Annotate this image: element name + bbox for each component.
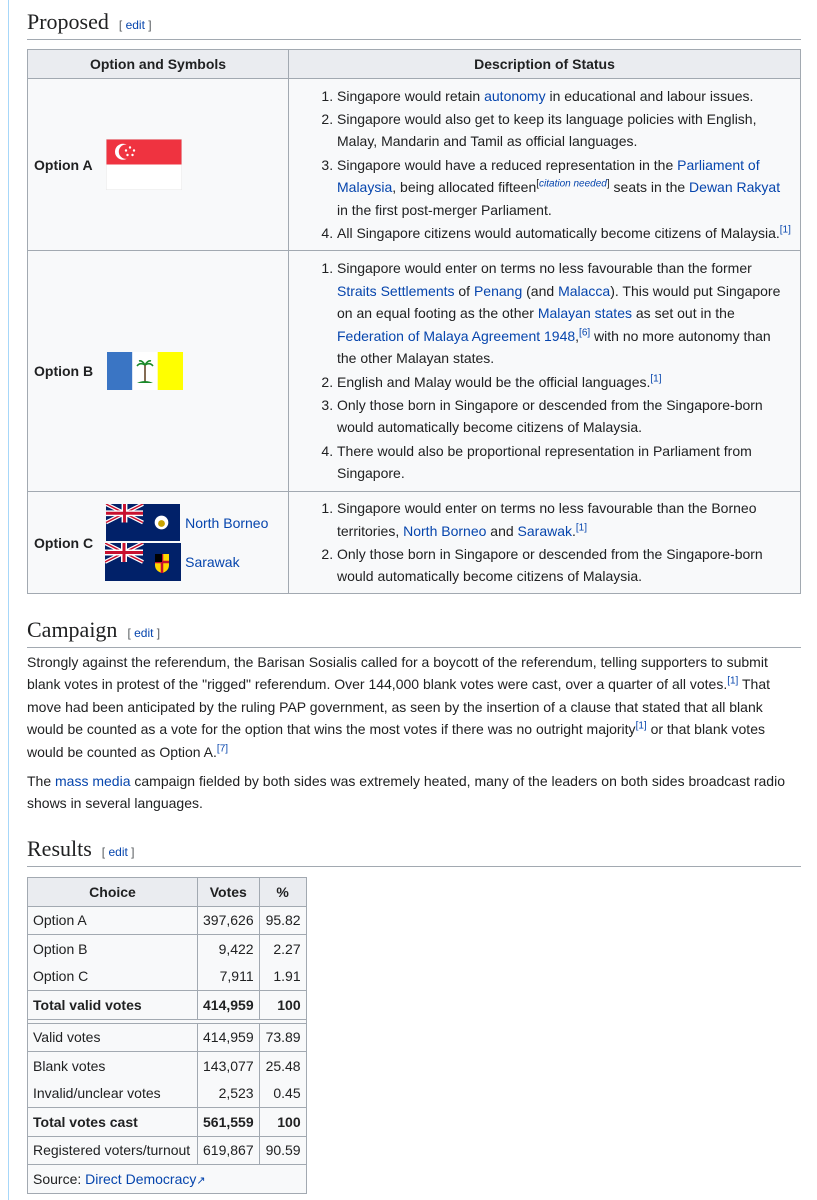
penang-flag-icon	[107, 352, 183, 390]
choice-cell: Registered voters/turnout	[28, 1136, 198, 1165]
percent-cell: 0.45	[259, 1080, 306, 1108]
north-borneo-link[interactable]: North Borneo	[403, 522, 487, 539]
reference-1[interactable]: [1]	[650, 372, 662, 384]
campaign-paragraph-1: Strongly against the referendum, the Barisan Sosialis called for a boycott of the referendum, telling supporters to submit blank votes in protest of the "rigged" referendum. Over 144,000 blank votes were cast, over a quarter of all votes.[1] That move had been anticipated by the ruling PAP government, as seen by the insertion of a clause that stated that all blank would be counted as a vote for the option that wins the most votes if there was no outright majority[1] or that blank votes would be counted as Option A.[7]	[27, 654, 770, 760]
registered-voters-row	[28, 1136, 307, 1165]
total-cast-row	[28, 1108, 307, 1137]
proposed-heading	[27, 8, 801, 40]
list-item: 4. There would also be proportional representation in Parliament from Singapore.	[337, 440, 794, 485]
proposed-edit-section: [ edit ]	[118, 18, 152, 32]
percent-cell: 95.82	[259, 906, 306, 935]
votes-cell: 414,959	[198, 1023, 260, 1052]
option-a-description	[289, 79, 801, 251]
votes-cell: 619,867	[198, 1136, 260, 1165]
choice-cell: Total votes cast	[28, 1108, 198, 1137]
dewan-rakyat-link[interactable]: Dewan Rakyat	[689, 179, 781, 196]
sarawak-flag-link[interactable]: Sarawak	[185, 553, 240, 570]
list-item: 2. Only those born in Singapore or descended from the Singapore-born would automatically become citizens of Malaysia.	[337, 543, 794, 588]
votes-cell: 7,911	[198, 963, 260, 991]
choice-cell: Total valid votes	[28, 991, 198, 1020]
percent-cell: 2.27	[259, 935, 306, 963]
parliament-of-malaysia-link[interactable]: Parliament of Malaysia	[337, 156, 760, 196]
federation-of-malaya-agreement-link[interactable]: Federation of Malaya Agreement 1948	[337, 327, 576, 344]
list-item: 1. Singapore would retain autonomy in educational and labour issues.	[337, 85, 794, 107]
external-link-icon: ↗	[196, 1174, 206, 1187]
results-header-row	[28, 878, 307, 907]
total-valid-row	[28, 991, 307, 1020]
campaign-body	[27, 651, 801, 815]
option-b-list	[289, 257, 794, 484]
list-item: 1. Singapore would enter on terms no less favourable than the Borneo territories, North Borneo and Sarawak.[1]	[337, 497, 794, 542]
penang-link[interactable]: Penang	[473, 282, 523, 299]
option-c-row	[28, 492, 801, 594]
col-header-choice: Choice	[28, 878, 198, 907]
singapore-flag-icon	[106, 139, 182, 190]
option-b-cell	[28, 251, 289, 492]
percent-cell: 100	[259, 991, 306, 1020]
list-item: 2. English and Malay would be the official languages.[1]	[337, 371, 794, 393]
results-heading-text: Results	[27, 836, 92, 861]
choice-cell: Option B	[28, 935, 198, 963]
reference-1[interactable]: [1]	[575, 521, 588, 533]
list-item: 4. All Singapore citizens would automatically become citizens of Malaysia.[1]	[337, 222, 794, 244]
results-heading	[27, 835, 801, 867]
option-c-cell	[28, 492, 289, 594]
table-row	[28, 906, 307, 935]
percent-cell: 100	[259, 1108, 306, 1137]
campaign-heading-text: Campaign	[27, 617, 118, 642]
option-c-description	[289, 492, 801, 594]
source-row	[28, 1165, 307, 1194]
campaign-paragraph-2: The mass media campaign fielded by both sides was extremely heated, many of the leaders on both sides broadcast radio shows in several languages.	[27, 773, 785, 812]
results-table	[27, 877, 307, 1194]
table-row	[28, 1052, 307, 1080]
straits-settlements-link[interactable]: Straits Settlements	[337, 282, 455, 299]
option-b-row	[28, 251, 801, 492]
sarawak-link[interactable]: Sarawak	[517, 522, 573, 539]
proposed-heading-text: Proposed	[27, 9, 109, 34]
option-b-label: Option B	[34, 363, 94, 379]
percent-cell: 90.59	[259, 1136, 306, 1165]
north-borneo-flag-link[interactable]: North Borneo	[185, 514, 269, 531]
option-c-label: Option C	[34, 534, 94, 551]
proposed-edit-link[interactable]: edit	[125, 18, 145, 32]
reference-7[interactable]: [7]	[216, 742, 229, 754]
source-cell	[28, 1165, 307, 1194]
choice-cell: Blank votes	[28, 1052, 198, 1080]
campaign-edit-link[interactable]: edit	[134, 626, 154, 640]
reference-1[interactable]: [1]	[779, 224, 791, 236]
table-row	[28, 1080, 307, 1108]
table-row	[28, 935, 307, 963]
option-c-list	[289, 497, 794, 588]
reference-1[interactable]: [1]	[727, 675, 739, 687]
votes-cell: 143,077	[198, 1052, 260, 1080]
percent-cell: 1.91	[259, 963, 306, 991]
malayan-states-link[interactable]: Malayan states	[537, 305, 632, 322]
votes-cell: 397,626	[198, 906, 260, 935]
option-b-description	[289, 251, 801, 492]
list-item: 2. Singapore would also get to keep its language policies with English, Malay, Mandarin and Tamil as official languages.	[337, 108, 794, 153]
votes-cell: 2,523	[198, 1080, 260, 1108]
votes-cell: 414,959	[198, 991, 260, 1020]
table-row	[28, 963, 307, 991]
results-edit-section: [ edit ]	[101, 845, 135, 859]
campaign-edit-section: [ edit ]	[127, 626, 161, 640]
reference-1[interactable]: [1]	[635, 720, 647, 732]
proposed-options-table	[27, 49, 801, 594]
list-item: 1. Singapore would enter on terms no less favourable than the former Straits Settlements of Penang (and Malacca). This would put Singapore on an equal footing as the other Malayan states as set out in the Federation of Malaya Agreement 1948,[6] with no more autonomy than the other Malayan states.	[337, 257, 794, 369]
results-edit-link[interactable]: edit	[108, 845, 128, 859]
col-header-description: Description of Status	[289, 50, 801, 79]
campaign-heading	[27, 616, 801, 648]
choice-cell: Option A	[28, 906, 198, 935]
option-a-label: Option A	[34, 156, 93, 173]
choice-cell: Valid votes	[28, 1023, 198, 1052]
col-header-options: Option and Symbols	[28, 50, 289, 79]
percent-cell: 25.48	[259, 1052, 306, 1080]
list-item: 3. Singapore would have a reduced representation in the Parliament of Malaysia, being allocated fifteen[citation needed] seats in the Dewan Rakyat in the first post-merger Parliament.	[337, 154, 794, 221]
votes-cell: 9,422	[198, 935, 260, 963]
option-a-list	[289, 85, 794, 245]
reference-6[interactable]: [6]	[579, 327, 591, 339]
direct-democracy-link[interactable]: Direct Democracy	[85, 1170, 197, 1187]
malacca-link[interactable]: Malacca	[558, 282, 611, 299]
choice-cell: Option C	[28, 963, 198, 991]
citation-needed-tag[interactable]: [citation needed]	[536, 178, 610, 190]
source-label: Source:	[33, 1170, 86, 1187]
percent-cell: 73.89	[259, 1023, 306, 1052]
list-item: 3. Only those born in Singapore or descended from the Singapore-born would automatically become citizens of Malaysia.	[337, 394, 794, 439]
option-a-cell	[28, 79, 289, 251]
content-left-border	[8, 0, 9, 1200]
table-row	[28, 1023, 307, 1052]
mass-media-link[interactable]: mass media	[55, 773, 131, 790]
votes-cell: 561,559	[198, 1108, 260, 1137]
autonomy-link[interactable]: autonomy	[484, 87, 546, 104]
north-borneo-flag-icon	[105, 504, 181, 541]
col-header-percent: %	[259, 878, 306, 907]
option-a-row	[28, 79, 801, 251]
col-header-votes: Votes	[198, 878, 260, 907]
choice-cell: Invalid/unclear votes	[28, 1080, 198, 1108]
sarawak-flag-icon	[105, 543, 181, 581]
